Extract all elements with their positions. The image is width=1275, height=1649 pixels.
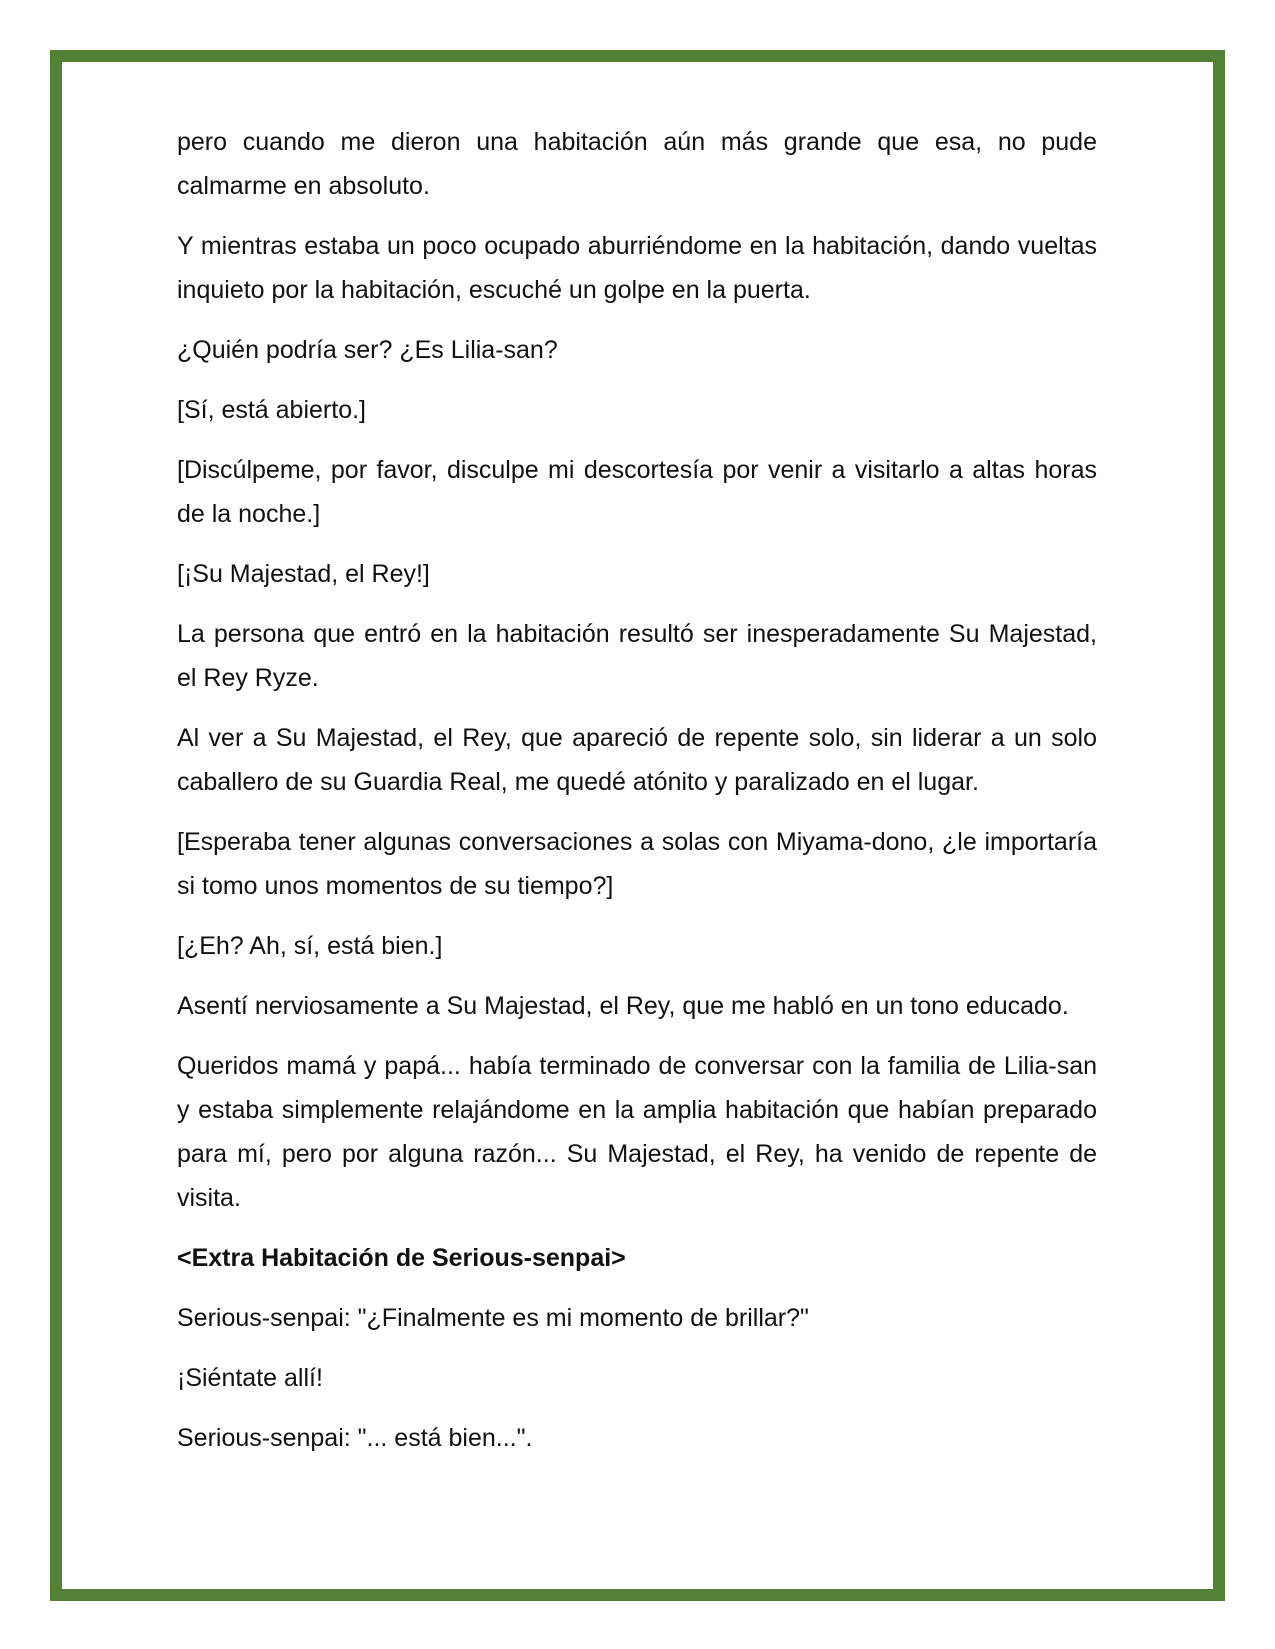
paragraph: [¿Eh? Ah, sí, está bien.] xyxy=(177,932,443,960)
paragraph: Asentí nerviosamente a Su Majestad, el Rey, que me habló en un tono educado. xyxy=(177,992,1069,1020)
paragraph: [Esperaba tener algunas conversaciones a solas con Miyama-dono, ¿le importaría si tomo unos momentos de su tiempo?] xyxy=(177,828,1097,900)
page-content xyxy=(177,120,1097,1476)
paragraph: [¡Su Majestad, el Rey!] xyxy=(177,560,430,588)
paragraph: Y mientras estaba un poco ocupado aburriéndome en la habitación, dando vueltas inquieto por la habitación, escuché un golpe en la puerta. xyxy=(177,232,1097,304)
paragraph: La persona que entró en la habitación resultó ser inesperadamente Su Majestad, el Rey Ryze. xyxy=(177,620,1097,692)
paragraph: pero cuando me dieron una habitación aún más grande que esa, no pude calmarme en absoluto. xyxy=(177,128,1097,200)
paragraph: Al ver a Su Majestad, el Rey, que apareció de repente solo, sin liderar a un solo caballero de su Guardia Real, me quedé atónito y paralizado en el lugar. xyxy=(177,724,1097,796)
paragraph: Serious-senpai: "¿Finalmente es mi momento de brillar?" xyxy=(177,1304,809,1332)
paragraph: Queridos mamá y papá... había terminado de conversar con la familia de Lilia-san y estaba simplemente relajándome en la amplia habitación que habían preparado para mí, pero por alguna razón... Su Majestad, el Rey, ha venido de repente de visita. xyxy=(177,1052,1097,1212)
paragraph: ¡Siéntate allí! xyxy=(177,1364,323,1392)
paragraph: [Discúlpeme, por favor, disculpe mi descortesía por venir a visitarlo a altas horas de la noche.] xyxy=(177,456,1097,528)
paragraph: Serious-senpai: "... está bien...". xyxy=(177,1424,533,1452)
paragraph: [Sí, está abierto.] xyxy=(177,396,366,424)
paragraph: ¿Quién podría ser? ¿Es Lilia-san? xyxy=(177,336,558,364)
extra-section-heading: <Extra Habitación de Serious-senpai> xyxy=(177,1244,626,1272)
